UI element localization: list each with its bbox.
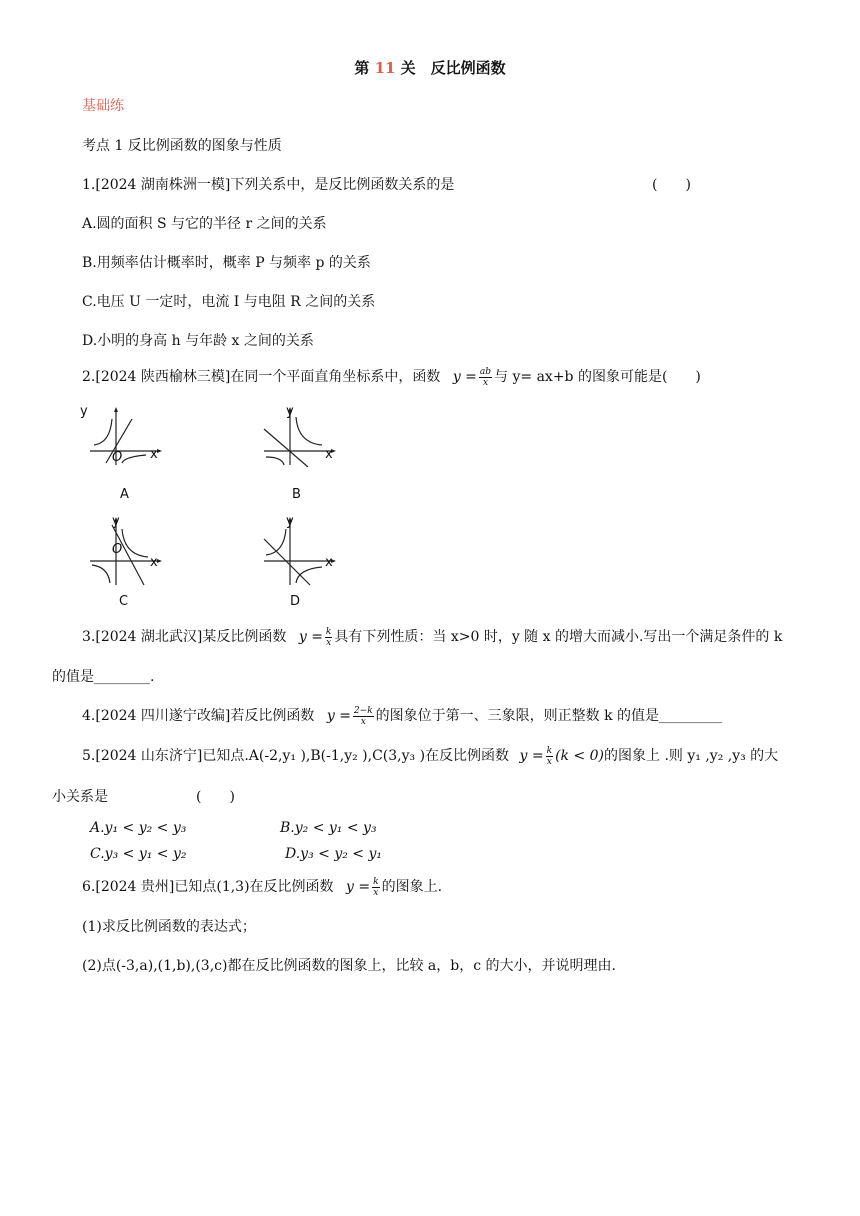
q5-option-d: D.y₃ < y₂ < y₁ [285,846,383,862]
topic-heading: 考点 1 反比例函数的图象与性质 [82,138,282,154]
q5-answer-paren: ( ) [196,789,235,805]
q6-subquestion-2: (2)点(-3,a),(1,b),(3,c)都在反比例函数的图象上，比较 a，b，c 的大小，并说明理由. [82,958,616,974]
q1-option-b: B.用频率估计概率时，概率 P 与频率 p 的关系 [82,255,371,271]
q1-option-c: C.电压 U 一定时，电流 I 与电阻 R 之间的关系 [82,294,376,310]
q1-option-a: A.圆的面积 S 与它的半径 r 之间的关系 [82,216,327,232]
q1-option-d: D.小明的身高 h 与年龄 x 之间的关系 [82,333,314,349]
q4-stem: 4.[2024 四川遂宁改编]若反比例函数 y = $\frac{2-k}{x}$ 的图象位于第一、三象限，则正整数 k 的值是_________ [82,705,723,727]
q2-stem: 2.[2024 陕西榆林三模]在同一个平面直角坐标系中，函数 y = $\frac{ab}{x}$ 与 y= ax+b 的图象可能是( ) [82,366,701,388]
q5-option-c: C.y₃ < y₁ < y₂ [90,846,187,862]
q5-fraction: $\frac{k}{x}$ [546,745,553,767]
graph-a-label: A [120,487,129,502]
q3-answer-line: 的值是________. [52,669,155,685]
level-number: 11 [374,59,396,77]
page-title: 第 11 关 反比例函数 [354,59,506,77]
q5-option-b: B.y₂ < y₁ < y₃ [280,820,377,836]
q1-stem: 1.[2024 湖南株洲一模]下列关系中，是反比例函数关系的是 [82,177,455,193]
section-heading: 基础练 [82,98,124,114]
q3-stem: 3.[2024 湖北武汉]某反比例函数 y = $\frac{k}{x}$ 具有下列性质：当 x>0 时，y 随 x 的增大而减小.写出一个满足条件的 k [82,626,783,648]
q1-answer-paren: ( ) [652,177,691,193]
graph-d [260,515,340,587]
q5-option-a: A.y₁ < y₂ < y₃ [90,820,187,836]
q5-stem-line2: 小关系是 [52,789,108,805]
q6-stem: 6.[2024 贵州]已知点(1,3)在反比例函数 y = $\frac{k}{x}$ 的图象上. [82,876,443,898]
q6-subquestion-1: (1)求反比例函数的表达式； [82,919,256,935]
q6-fraction: $\frac{k}{x}$ [373,876,379,898]
q3-fraction: $\frac{k}{x}$ [325,626,332,648]
graph-b-label: B [292,487,301,502]
graph-d-label: D [290,594,301,609]
q5-stem: 5.[2024 山东济宁]已知点.A(-2,y₁ ),B(-1,y₂ ),C(3,y₃ )在反比例函数 y = $\frac{k}{x}$ (k < 0)的图象上 .则 y₁ ,y₂ ,y₃ 的大 [82,745,779,767]
q4-fraction: $\frac{2-k}{x}$ [353,705,373,727]
graph-c-label: C [119,594,129,609]
graph-c [86,515,166,587]
q2-fraction: $\frac{ab}{x}$ [479,366,492,388]
